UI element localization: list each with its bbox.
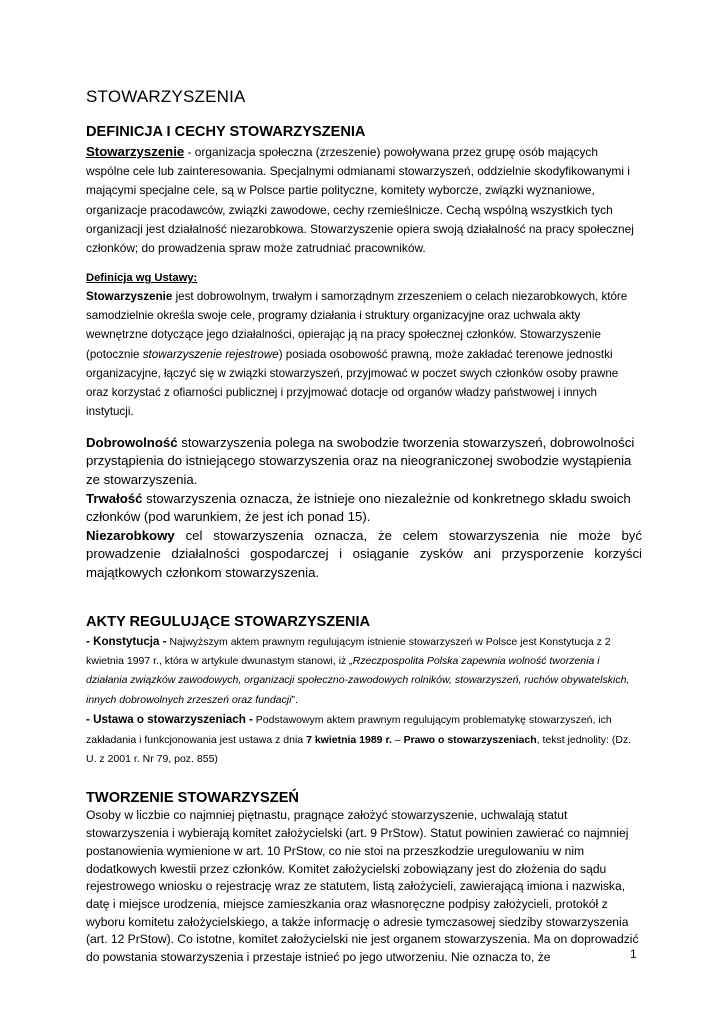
ustawa-text-1: Podstawowym aktem prawnym regulującym problematykę stowarzyszeń, ich zakładania i funkcjonowania jest ustawa z dnia	[86, 714, 612, 746]
konstytucja-paragraph	[86, 632, 642, 711]
konstytucja-text: Najwyższym aktem prawnym regulującym istnienie stowarzyszeń w Polsce jest Konstytucja z 2 kwietnia 1997 r., która w artykule dwunastym stanowi, iż	[86, 635, 611, 668]
konstytucja-end: ”.	[291, 693, 298, 706]
dobrowolnosc-text: stowarzyszenia polega na swobodzie tworzenia stowarzyszeń, dobrowolności przystąpienia do istniejącego stowarzyszenia oraz na nieograniczonej swobodzie wystąpienia ze stowarzyszenia.	[86, 434, 635, 488]
dobrowolnosc-paragraph	[86, 434, 642, 490]
konstytucja-dash: -	[86, 634, 94, 648]
dobrowolnosc-term: Dobrowolność	[86, 434, 178, 450]
law-text-italic: stowarzyszenie rejestrowe	[142, 347, 279, 361]
law-definition-heading: Definicja wg Ustawy:	[86, 272, 198, 285]
niezarobkowy-paragraph	[86, 527, 642, 583]
section-heading-tworzenie: TWORZENIE STOWARZYSZEŃ	[86, 790, 299, 807]
ustawa-term: - Ustawa o stowarzyszeniach -	[86, 713, 253, 727]
ustawa-date: 7 kwietnia 1989 r.	[306, 733, 392, 746]
ustawa-text-2: –	[391, 733, 404, 746]
page-number: 1	[630, 947, 637, 961]
intro-text: - organizacja społeczna (zrzeszenie) powoływana przez grupę osób mających wspólne cele lub zainteresowania. Specjalnymi odmianami stowarzyszeń, oddzielnie skodyfikowanymi i mającymi specjalne cele, są w Polsce partie polityczne, komitety wyborcze, związki wyznaniowe, organizacje pracodawców, związki zawodowe, cechy rzemieślnicze. Cechą wspólną wszystkich tych organizacji jest działalność niezarobkowa. Stowarzyszenie opiera swoją działalność na pracy społecznej członków; do prowadzenia spraw może zatrudniać pracowników.	[86, 145, 634, 256]
ustawa-text-3: , tekst jednolity: (Dz. U. z 2001 r. Nr 79, poz. 855)	[86, 733, 632, 766]
trwalosc-text: stowarzyszenia oznacza, że istnieje ono niezależnie od konkretnego składu swoich członków (pod warunkiem, że jest ich ponad 15).	[86, 490, 631, 525]
term-stowarzyszenie: Stowarzyszenie	[86, 144, 185, 159]
ustawa-paragraph	[86, 710, 642, 769]
law-term: Stowarzyszenie	[86, 290, 173, 304]
trwalosc-paragraph	[86, 490, 642, 527]
document-title: STOWARZYSZENIA	[86, 87, 246, 106]
document-content	[86, 86, 642, 967]
intro-paragraph	[86, 142, 642, 258]
ustawa-name: Prawo o stowarzyszeniach	[403, 733, 537, 746]
law-definition-paragraph	[86, 287, 642, 421]
section-heading-akty: AKTY REGULUJĄCE STOWARZYSZENIA	[86, 613, 371, 630]
law-text-1: jest dobrowolnym, trwałym i samorządnym zrzeszeniem o celach niezarobkowych, które samodzielnie określa swoje cele, programy działania i struktury organizacyjne oraz uchwala akty wewnętrzne dotyczące jego działalności, opierając ją na pracy społecznej członków. Stowarzyszenie (potocznie	[86, 290, 628, 361]
trwalosc-term: Trwałość	[86, 490, 143, 506]
konstytucja-quote: „Rzeczpospolita Polska zapewnia wolność tworzenia i działania związków zawodowych, organizacji społeczno-zawodowych rolników, stowarzyszeń, ruchów obywatelskich, innych dobrowolnych zrzeszeń oraz fundacji	[86, 655, 630, 706]
niezarobkowy-text: cel stowarzyszenia oznacza, że celem stowarzyszenia nie może być prowadzenie działalności gospodarczej i osiąganie zysków ani przysporzenie korzyści majątkowych członkom stowarzyszenia.	[86, 527, 642, 581]
law-text-2: ) posiada osobowość prawną, może zakładać terenowe jednostki organizacyjne, łączyć się w związki stowarzyszeń, przyjmować w poczet swych członków osoby prawne oraz korzystać z ofiarności publicznej i przyjmować dotacje od organów władzy państwowej i innych instytucji.	[86, 347, 619, 418]
konstytucja-term: Konstytucja -	[93, 634, 167, 648]
tworzenie-paragraph: Osoby w liczbie co najmniej piętnastu, pragnące założyć stowarzyszenie, uchwalają statut stowarzyszenia i wybierają komitet założycielski (art. 9 PrStow). Statut powinien zawierać co najmniej postanowienia wymienione w art. 10 PrStow, co nie stoi na przeszkodzie uregulowaniu w nim dodatkowych kwestii przez członków. Komitet założycielski zobowiązany jest do złożenia do sądu rejestrowego wniosku o rejestrację wraz ze statutem, listą założycieli, zawierającą imiona i nazwiska, datę i miejsce urodzenia, miejsce zamieszkania oraz własnoręczne podpisy założycieli, protokół z wyboru komitetu założycielskiego, a także informację o adresie tymczasowej siedziby stowarzyszenia (art. 12 PrStow). Co istotne, komitet założycielski nie jest organem stowarzyszenia. Ma on doprowadzić do powstania stowarzyszenia i przestaje istnieć po jego utworzeniu. Nie oznacza to, że	[86, 808, 639, 965]
section-heading-definicja: DEFINICJA I CECHY STOWARZYSZENIA	[86, 124, 366, 140]
niezarobkowy-term: Niezarobkowy	[86, 527, 175, 543]
